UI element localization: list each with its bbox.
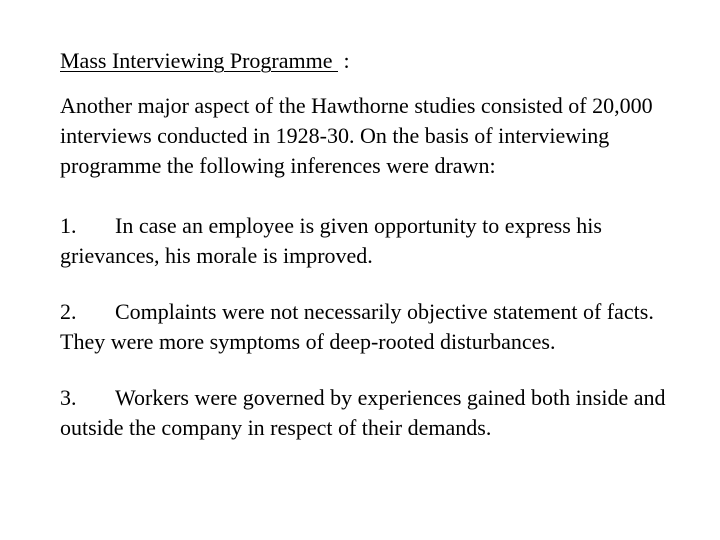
item-number: 1. (60, 213, 77, 238)
section-heading (60, 46, 680, 76)
heading-title: Mass Interviewing Programme (60, 48, 338, 73)
inference-item-3 (60, 383, 680, 443)
item-text: Workers were governed by experiences gained both inside and outside the company in respect of their demands. (60, 385, 666, 440)
heading-colon: : (338, 48, 350, 73)
item-number: 2. (60, 299, 77, 324)
inference-item-2 (60, 297, 680, 357)
item-number: 3. (60, 385, 77, 410)
inference-item-1 (60, 211, 680, 271)
intro-paragraph: Another major aspect of the Hawthorne studies consisted of 20,000 interviews conducted in 1928-30. On the basis of interviewing programme the following inferences were drawn: (60, 93, 653, 178)
item-text: In case an employee is given opportunity to express his grievances, his morale is improved. (60, 213, 602, 268)
slide-content (60, 46, 680, 469)
item-text: Complaints were not necessarily objective statement of facts. They were more symptoms of deep-rooted disturbances. (60, 299, 654, 354)
